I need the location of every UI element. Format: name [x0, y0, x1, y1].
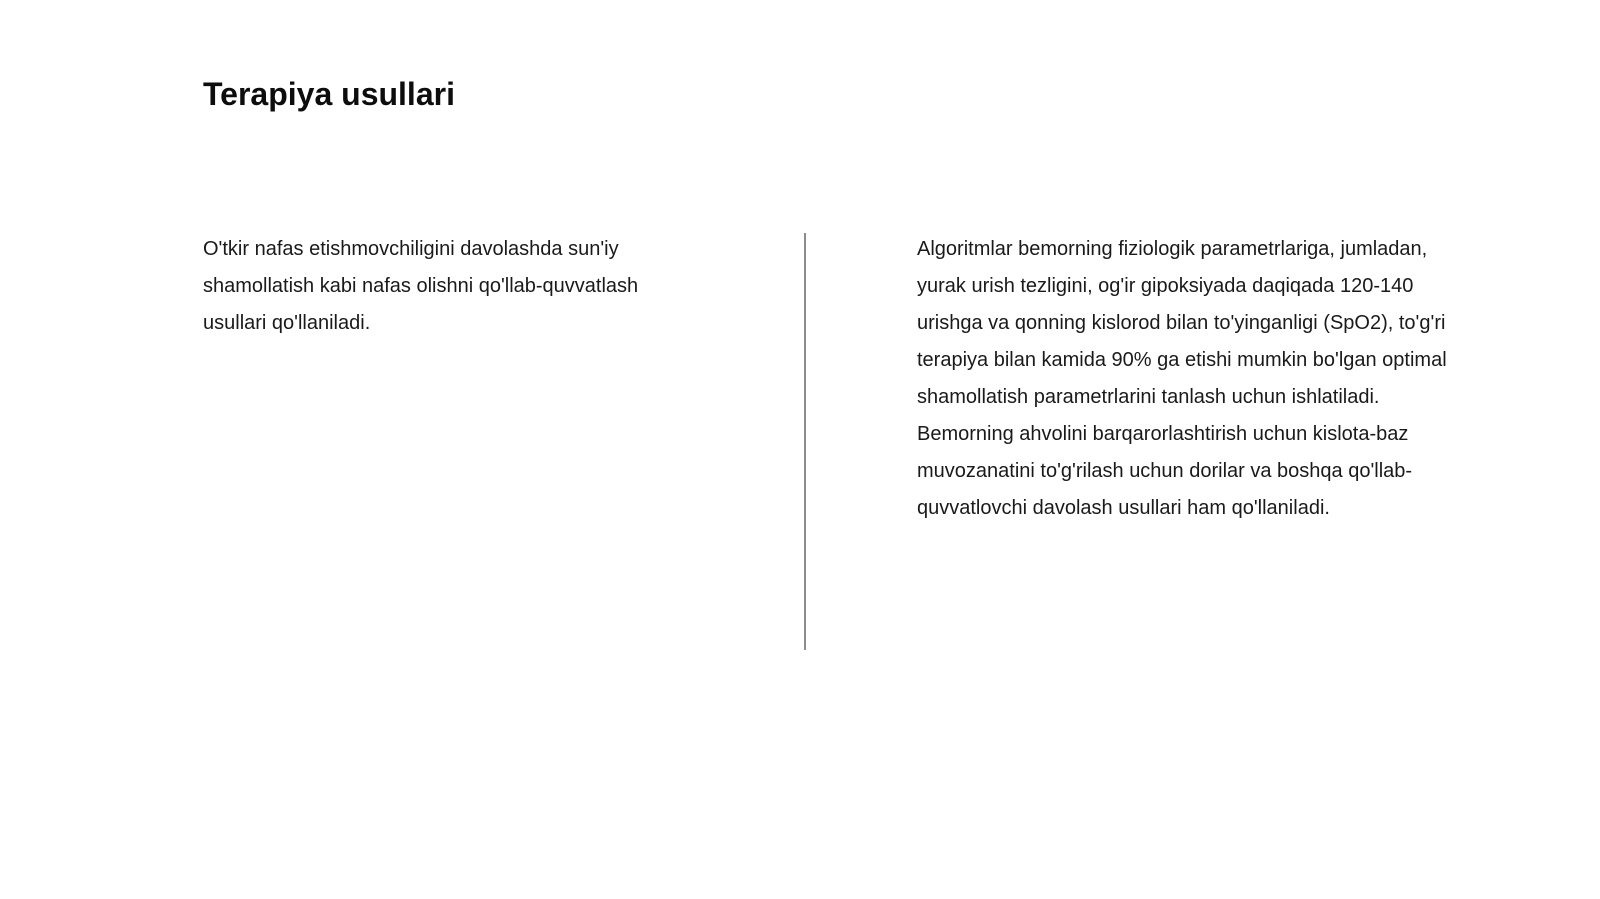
- slide-title: Terapiya usullari: [203, 76, 455, 112]
- left-column-text: O'tkir nafas etishmovchiligini davolashda sun'iy shamollatish kabi nafas olishni qo'llab-quvvatlash usullari qo'llaniladi.: [203, 238, 639, 334]
- right-column-text: Algoritmlar bemorning fiziologik parametrlariga, jumladan, yurak urish tezligini, og'ir gipoksiyada daqiqada 120-140 urishga va qonning kislorod bilan to'yinganligi (SpO2), to'g'ri terapiya bilan kamida 90% ga etishi mumkin bo'lgan optimal shamollatish parametrlarini tanlash uchun ishlatiladi. Bemorning ahvolini barqarorlashtirish uchun kislota-baz muvozanatini to'g'rilash uchun dorilar va boshqa qo'llab-quvvatlovchi davolash usullari ham qo'llaniladi.: [917, 238, 1447, 519]
- column-divider: [804, 233, 806, 650]
